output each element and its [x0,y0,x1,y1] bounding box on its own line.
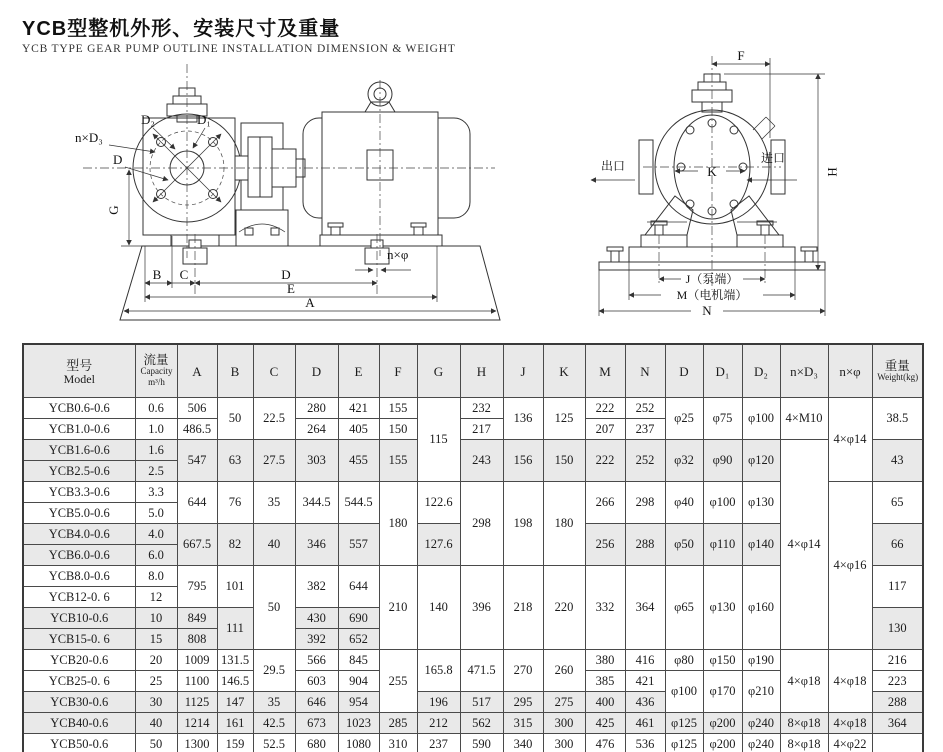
table-cell: 644 [177,482,217,524]
table-cell: 212 [417,713,460,734]
table-cell: 382 [295,566,338,608]
label-h: H [825,167,840,177]
table-cell: 4×φ18 [828,650,872,713]
table-cell: 29.5 [253,650,295,692]
table-cell: 243 [460,440,503,482]
table-cell: 232 [460,398,503,419]
dim-k [675,164,745,179]
table-cell: φ120 [742,440,780,482]
table-cell: 544.5 [338,482,379,524]
coupling [235,137,305,197]
col-header-A: A [177,344,217,398]
model-cell: YCB50-0.6 [23,734,135,752]
table-cell: φ100 [742,398,780,440]
table-header-row [23,344,923,398]
table-cell: 218 [503,566,543,650]
table-cell: 1125 [177,692,217,713]
table-cell: 4×φ14 [828,398,872,482]
table-cell: 155 [379,398,417,419]
model-cell: YCB12-0. 6 [23,587,135,608]
table-cell: 298 [625,482,665,524]
dim-g [106,170,142,246]
label-d-dim: D [281,267,291,282]
table-cell: 25 [135,671,177,692]
col-header-J: J [503,344,543,398]
label-outlet: 出口 [600,159,626,173]
table-cell: 8×φ18 [780,734,828,752]
table-cell: 63 [217,440,253,482]
label-a: A [305,295,315,310]
table-cell: 1300 [177,734,217,752]
table-cell: 198 [503,482,543,566]
table-cell: 275 [543,692,585,713]
table-cell: 536 [625,734,665,752]
table-cell: 237 [625,419,665,440]
port-labels [591,150,797,180]
table-cell: 115 [417,398,460,482]
dim-h [724,74,840,270]
col-header-K: K [543,344,585,398]
col-header-capacity: 流量 Capacity m³/h [135,344,177,398]
table-cell: 4×φ18 [780,650,828,713]
table-cell: φ140 [742,524,780,566]
col-header-D: D [295,344,338,398]
table-cell: φ80 [665,650,703,671]
table-cell: 255 [379,650,417,713]
label-d: D [113,152,123,167]
table-cell: 455 [338,440,379,482]
table-cell: φ25 [665,398,703,440]
table-cell: 652 [338,629,379,650]
table-cell: 207 [585,419,625,440]
table-cell: 180 [379,482,417,566]
table-cell: φ200 [703,713,742,734]
table-cell: φ240 [742,713,780,734]
table-cell: 1.6 [135,440,177,461]
table-cell: 256 [585,524,625,566]
table-cell: 603 [295,671,338,692]
table-cell: 117 [872,566,923,608]
table-row [23,650,923,671]
dim-bottom [124,236,496,311]
label-g: G [106,205,121,215]
table-cell: 4×φ22 [828,734,872,752]
table-cell: 155 [379,440,417,482]
table-cell: φ210 [742,671,780,713]
table-cell: 22.5 [253,398,295,440]
table-cell: 38.5 [872,398,923,440]
table-cell: 76 [217,482,253,524]
table-cell: 159 [217,734,253,752]
table-cell: 506 [177,398,217,419]
title-block [22,12,456,55]
table-cell: 295 [503,692,543,713]
model-cell: YCB10-0.6 [23,608,135,629]
model-cell: YCB8.0-0.6 [23,566,135,587]
table-cell: 131.5 [217,650,253,671]
label-n-phi: n×φ [387,247,409,262]
table-cell: 280 [295,398,338,419]
table-cell: φ125 [665,734,703,752]
col-header-E: E [338,344,379,398]
page-title: YCB型整机外形、安装尺寸及重量 [22,18,341,40]
table-cell: 421 [338,398,379,419]
table-row [23,713,923,734]
table-cell: 421 [625,671,665,692]
table-cell: 27.5 [253,440,295,482]
table-cell: 1214 [177,713,217,734]
label-m: M（电机端） [676,288,748,302]
table-cell: 904 [338,671,379,692]
table-cell: 125 [543,398,585,440]
table-cell: φ190 [742,650,780,671]
col-header-G: G [417,344,460,398]
col-header-D2: D₂ [742,344,780,398]
table-cell: 298 [460,482,503,566]
table-cell: 285 [379,713,417,734]
table-cell: 122.6 [417,482,460,524]
table-cell: φ240 [742,734,780,752]
table-cell: 364 [625,566,665,650]
table-cell: 680 [295,734,338,752]
label-f: F [737,48,745,63]
model-cell: YCB25-0. 6 [23,671,135,692]
table-cell: 380 [585,650,625,671]
table-cell: 237 [417,734,460,752]
model-cell: YCB1.0-0.6 [23,419,135,440]
table-cell: 150 [543,440,585,482]
label-k: K [707,164,717,179]
table-cell: 266 [585,482,625,524]
table-cell: φ65 [665,566,703,650]
model-cell: YCB2.5-0.6 [23,461,135,482]
table-cell: 111 [217,608,253,650]
table-cell: 4.0 [135,524,177,545]
model-cell: YCB6.0-0.6 [23,545,135,566]
label-d2: D₂ [141,112,155,127]
model-cell: YCB15-0. 6 [23,629,135,650]
table-cell: 4×φ16 [828,482,872,650]
table-cell: 673 [295,713,338,734]
table-cell: φ170 [703,671,742,713]
table-cell: φ150 [703,650,742,671]
model-cell: YCB20-0.6 [23,650,135,671]
table-cell: φ130 [703,566,742,650]
col-header-model: 型号 Model [23,344,135,398]
table-cell: 646 [295,692,338,713]
col-header-weight: 重量 Weight(kg) [872,344,923,398]
table-cell: 220 [543,566,585,650]
table-cell: 66 [872,524,923,566]
dim-f [712,48,770,138]
table-cell: 12 [135,587,177,608]
table-cell: 260 [543,650,585,692]
table-cell: 476 [585,734,625,752]
table-cell: 180 [543,482,585,566]
table-cell: 344.5 [295,482,338,524]
table-cell [872,734,923,752]
table-cell: φ90 [703,440,742,482]
table-cell: 566 [295,650,338,671]
model-cell: YCB0.6-0.6 [23,398,135,419]
table-cell: 364 [872,713,923,734]
table-cell: 150 [379,419,417,440]
table-cell: 8.0 [135,566,177,587]
table-cell: φ75 [703,398,742,440]
label-e: E [287,281,295,296]
table-cell: 303 [295,440,338,482]
table-cell: 101 [217,566,253,608]
table-row [23,734,923,752]
table-cell: 50 [217,398,253,440]
anchor-bolts [183,240,389,264]
table-cell: 252 [625,440,665,482]
col-header-N: N [625,344,665,398]
table-cell: 300 [543,713,585,734]
table-cell: 667.5 [177,524,217,566]
col-header-B: B [217,344,253,398]
label-c: C [179,267,189,282]
col-header-C: C [253,344,295,398]
model-cell: YCB1.6-0.6 [23,440,135,461]
table-cell: 223 [872,671,923,692]
table-cell: 300 [543,734,585,752]
table-cell: 4×M10 [780,398,828,440]
model-cell: YCB30-0.6 [23,692,135,713]
table-cell: 644 [338,566,379,608]
table-cell: 4×φ18 [828,713,872,734]
table-cell: 288 [625,524,665,566]
table-cell: 35 [253,692,295,713]
model-cell: YCB3.3-0.6 [23,482,135,503]
table-cell: 315 [503,713,543,734]
table-cell: 1080 [338,734,379,752]
table-cell: 196 [417,692,460,713]
table-cell: 4×φ14 [780,440,828,650]
table-cell: φ100 [703,482,742,524]
label-n-d3: n×D₃ [75,130,103,145]
table-cell: φ125 [665,713,703,734]
table-cell: 3.3 [135,482,177,503]
table-cell: 288 [872,692,923,713]
table-cell: 222 [585,398,625,419]
table-cell: 136 [503,398,543,440]
col-header-D1: D₁ [703,344,742,398]
table-cell: 40 [135,713,177,734]
table-cell: 340 [503,734,543,752]
table-cell: 216 [872,650,923,671]
table-cell: 1100 [177,671,217,692]
table-cell: 517 [460,692,503,713]
table-cell: 1009 [177,650,217,671]
table-cell: 332 [585,566,625,650]
table-cell: φ200 [703,734,742,752]
table-row [23,398,923,419]
table-cell: 0.6 [135,398,177,419]
table-cell: 425 [585,713,625,734]
table-cell: 147 [217,692,253,713]
col-header-D-dia: D [665,344,703,398]
col-header-nxphi: n×φ [828,344,872,398]
table-cell: 5.0 [135,503,177,524]
label-inlet: 进口 [760,151,786,165]
col-header-F: F [379,344,417,398]
table-cell: 210 [379,566,417,650]
table-cell: 252 [625,398,665,419]
table-cell: 264 [295,419,338,440]
table-cell: 217 [460,419,503,440]
table-cell: 43 [872,440,923,482]
table-cell: φ160 [742,566,780,650]
table-cell: φ32 [665,440,703,482]
table-cell: 35 [253,482,295,524]
table-cell: 471.5 [460,650,503,692]
col-header-H: H [460,344,503,398]
table-cell: 547 [177,440,217,482]
table-cell: 65 [872,482,923,524]
dimension-table [22,343,924,752]
table-cell: φ110 [703,524,742,566]
table-cell: 165.8 [417,650,460,692]
table-cell: 845 [338,650,379,671]
table-cell: 400 [585,692,625,713]
label-d1: D₁ [197,112,211,127]
table-cell: 8×φ18 [780,713,828,734]
table-cell: 161 [217,713,253,734]
model-cell: YCB4.0-0.6 [23,524,135,545]
table-cell: 146.5 [217,671,253,692]
table-cell: φ100 [665,671,703,713]
table-cell: 849 [177,608,217,629]
table-cell: 52.5 [253,734,295,752]
model-cell: YCB40-0.6 [23,713,135,734]
table-cell: 795 [177,566,217,608]
table-cell: 346 [295,524,338,566]
table-cell: 1023 [338,713,379,734]
table-cell: φ130 [742,482,780,524]
table-cell: 222 [585,440,625,482]
table-cell: 30 [135,692,177,713]
table-cell: 2.5 [135,461,177,482]
pump-front-view-diagram [585,50,841,335]
table-cell: 486.5 [177,419,217,440]
table-cell: 392 [295,629,338,650]
label-n: N [702,303,712,318]
table-cell: 156 [503,440,543,482]
table-cell: 15 [135,629,177,650]
table-cell: 461 [625,713,665,734]
col-header-nxD3: n×D₃ [780,344,828,398]
table-cell: 436 [625,692,665,713]
table-cell: 40 [253,524,295,566]
table-cell: 1.0 [135,419,177,440]
pump-side-view-diagram [25,50,525,340]
table-cell: 10 [135,608,177,629]
table-cell: 310 [379,734,417,752]
motor [303,82,470,246]
table-cell: 690 [338,608,379,629]
table-cell: 562 [460,713,503,734]
table-cell: 130 [872,608,923,650]
table-cell: 954 [338,692,379,713]
table-cell: 82 [217,524,253,566]
table-cell: 385 [585,671,625,692]
table-cell: φ50 [665,524,703,566]
page-subtitle: YCB TYPE GEAR PUMP OUTLINE INSTALLATION DIMENSION & WEIGHT [22,43,456,55]
table-cell: 20 [135,650,177,671]
table-cell: 270 [503,650,543,692]
table-row [23,440,923,461]
table-cell: 590 [460,734,503,752]
table-cell: 396 [460,566,503,650]
col-header-M: M [585,344,625,398]
table-cell: 42.5 [253,713,295,734]
model-cell: YCB5.0-0.6 [23,503,135,524]
table-cell: 430 [295,608,338,629]
table-cell: 140 [417,566,460,650]
table-cell: 127.6 [417,524,460,566]
table-cell: 808 [177,629,217,650]
table-cell: 50 [135,734,177,752]
label-b: B [152,267,162,282]
table-cell: 6.0 [135,545,177,566]
table-cell: 405 [338,419,379,440]
label-j: J（泵端） [685,272,739,286]
table-cell: 416 [625,650,665,671]
table-cell: 557 [338,524,379,566]
table-cell: 50 [253,566,295,650]
table-cell: φ40 [665,482,703,524]
